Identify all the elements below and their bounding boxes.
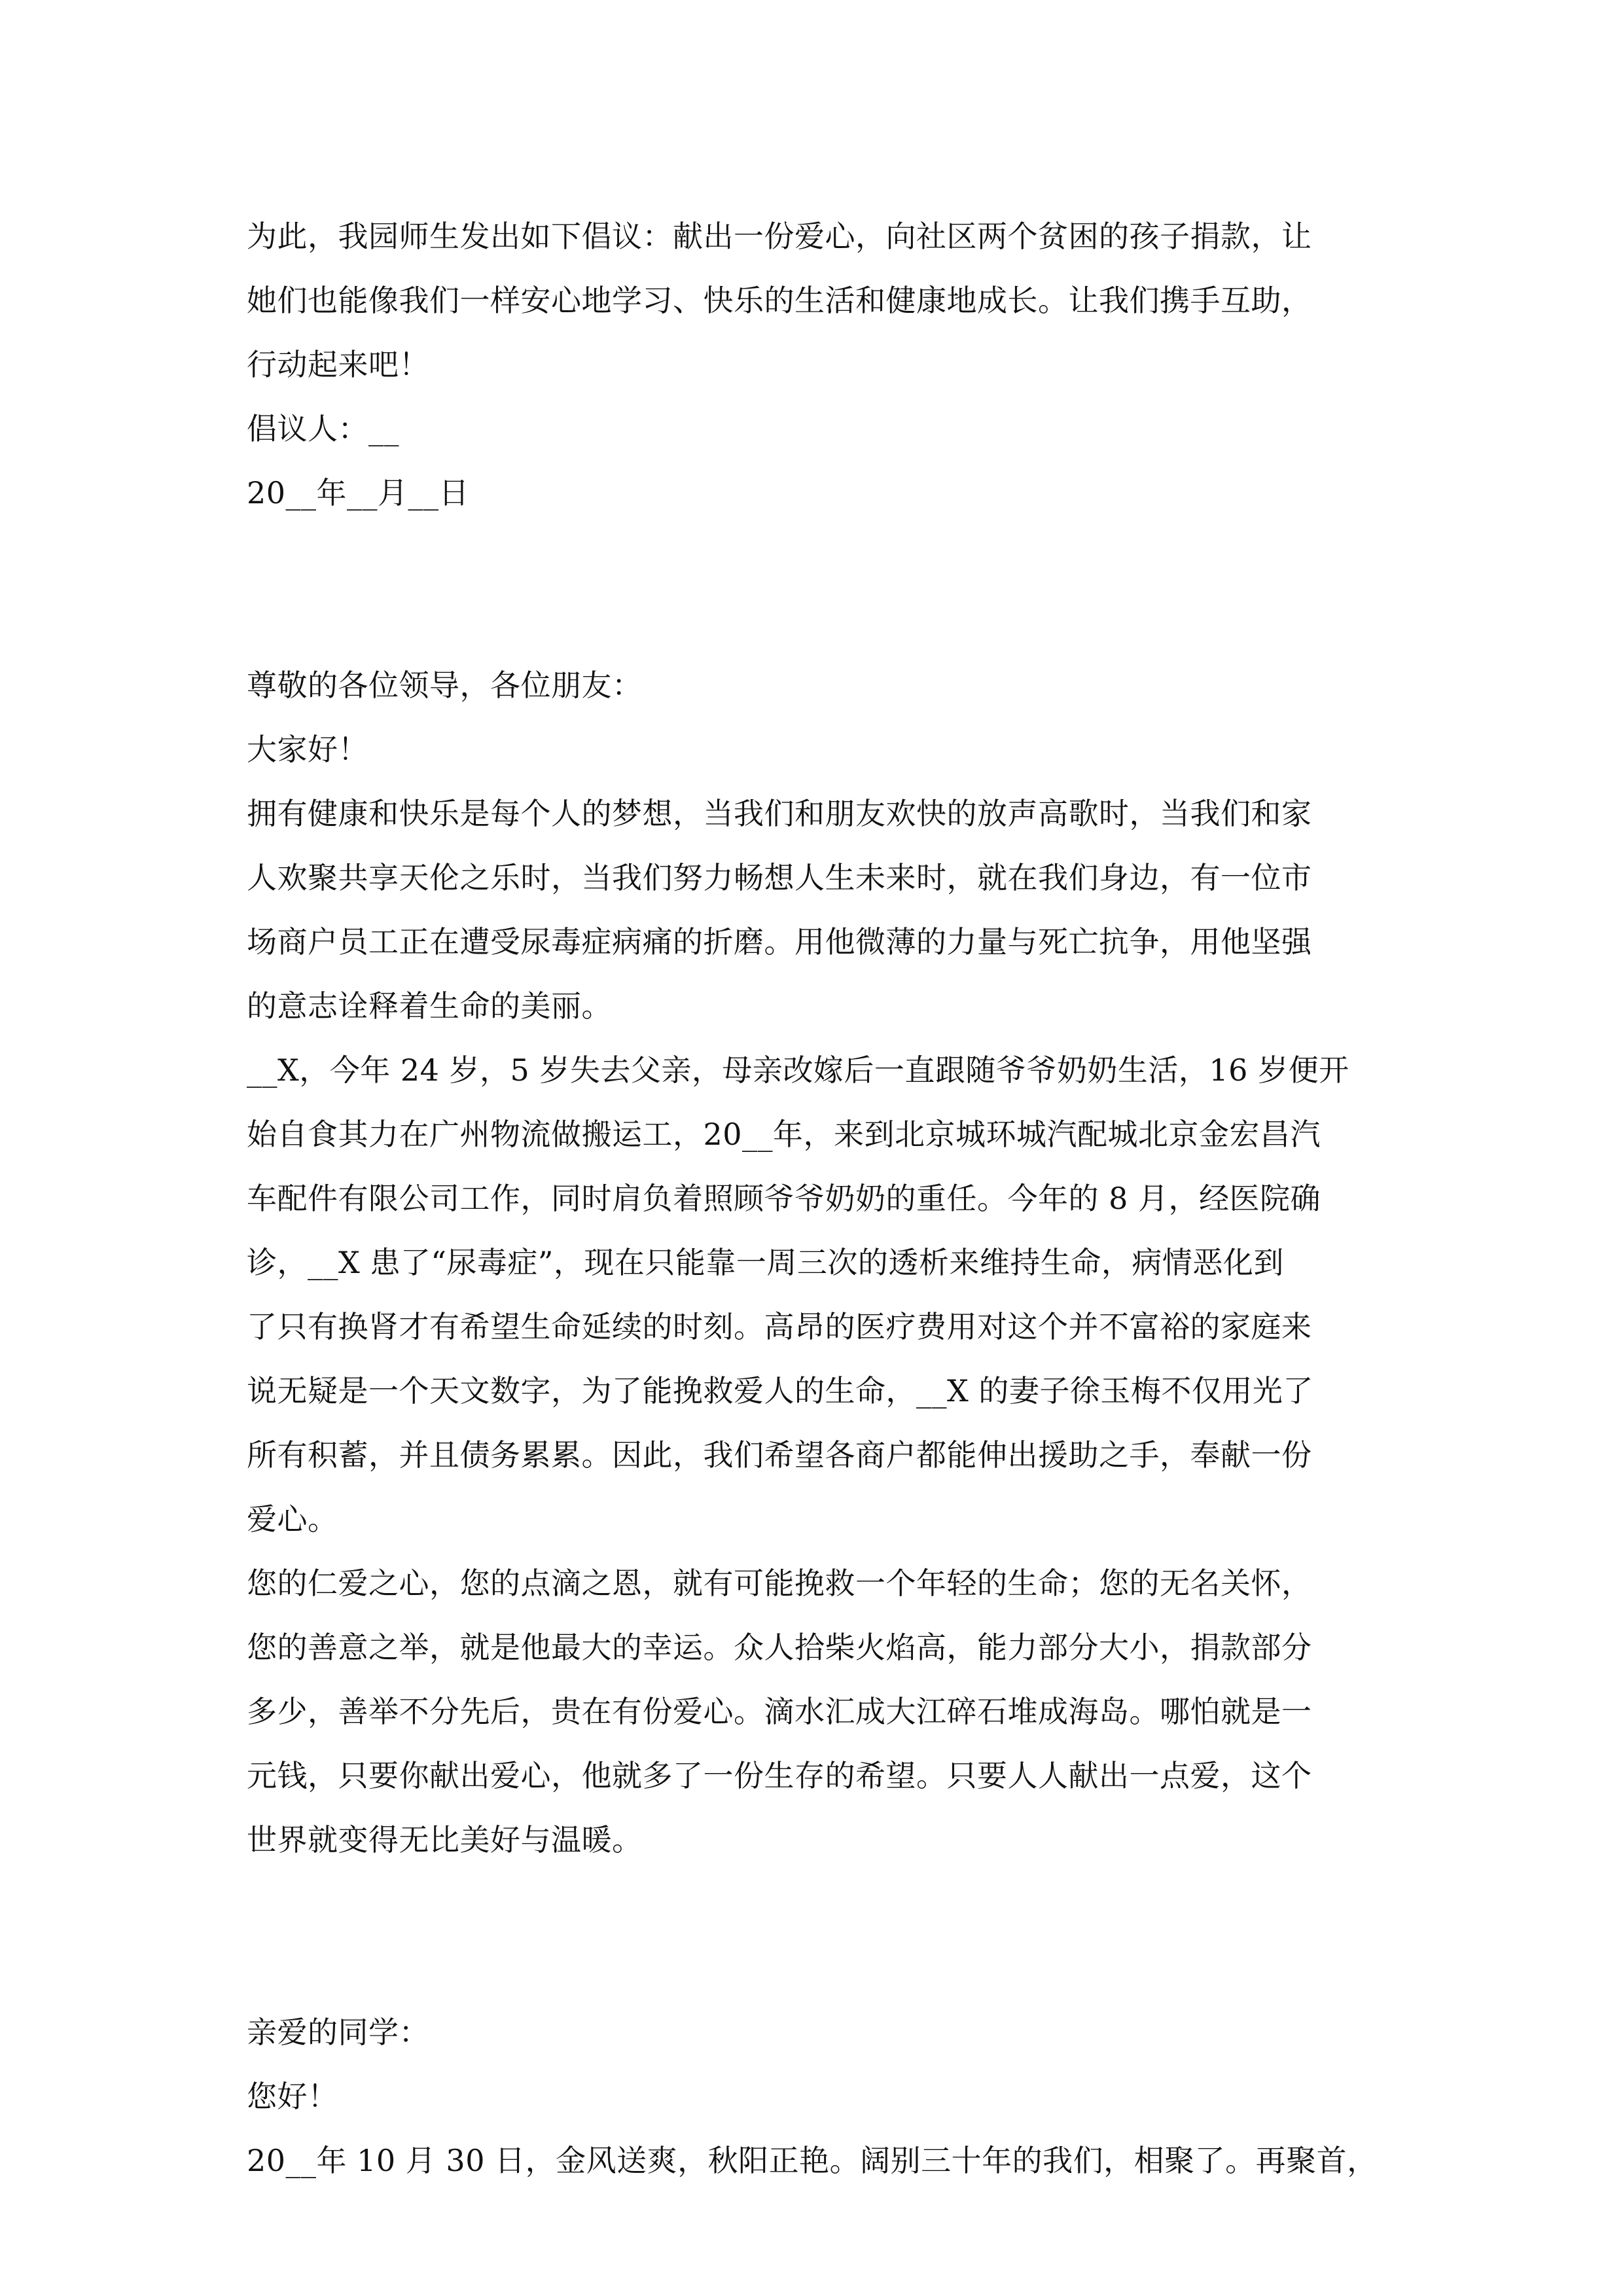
letter-greeting: 尊敬的各位领导，各位朋友：: [247, 668, 643, 703]
para2-line-5: 了只有换肾才有希望生命延续的时刻。高昂的医疗费用对这个并不富裕的家庭来: [247, 1309, 1312, 1344]
para3-line-2: 您的善意之举，就是他最大的幸运。众人拾柴火焰高，能力部分大小，捐款部分: [247, 1630, 1312, 1665]
para2-line-4: 诊，__X 患了“尿毒症”，现在只能靠一周三次的透析来维持生命，病情恶化到: [247, 1245, 1284, 1280]
classmate-hello: 您好！: [247, 2079, 338, 2114]
para1-line-2: 人欢聚共享天伦之乐时，当我们努力畅想人生未来时，就在我们身边，有一位市: [247, 860, 1312, 895]
para2-line-1: __X，今年 24 岁，5 岁失去父亲，母亲改嫁后一直跟随爷爷奶奶生活，16 岁便开: [247, 1052, 1349, 1088]
para3-line-5: 世界就变得无比美好与温暖。: [247, 1822, 643, 1857]
proposal-line-1: 为此，我园师生发出如下倡议：献出一份爱心，向社区两个贫困的孩子捐款，让: [247, 219, 1312, 254]
para1-line-1: 拥有健康和快乐是每个人的梦想，当我们和朋友欢快的放声高歌时，当我们和家: [247, 796, 1312, 831]
para1-line-4: 的意志诠释着生命的美丽。: [247, 988, 612, 1024]
para3-line-3: 多少，善举不分先后，贵在有份爱心。滴水汇成大江碎石堆成海岛。哪怕就是一: [247, 1694, 1312, 1729]
para2-line-3: 车配件有限公司工作，同时肩负着照顾爷爷奶奶的重任。今年的 8 月，经医院确: [247, 1181, 1321, 1216]
proposal-line-3: 行动起来吧！: [247, 347, 429, 382]
para2-line-2: 始自食其力在广州物流做搬运工，20__年，来到北京城环城汽配城北京金宏昌汽: [247, 1117, 1321, 1152]
section-gap: [247, 1872, 1399, 2000]
document-page: [247, 204, 1399, 2193]
para2-line-7: 所有积蓄，并且债务累累。因此，我们希望各商户都能伸出援助之手，奉献一份: [247, 1437, 1312, 1473]
letter-hello: 大家好！: [247, 732, 368, 767]
para2-line-8: 爱心。: [247, 1501, 338, 1537]
section-gap: [247, 525, 1399, 653]
para3-line-4: 元钱，只要你献出爱心，他就多了一份生存的希望。只要人人献出一点爱，这个: [247, 1758, 1312, 1793]
proposal-date: 20__年__月__日: [247, 475, 470, 511]
para2-line-6: 说无疑是一个天文数字，为了能挽救爱人的生命，__X 的妻子徐玉梅不仅用光了: [247, 1373, 1313, 1408]
classmate-line-1: 20__年 10 月 30 日，金风送爽，秋阳正艳。阔别三十年的我们，相聚了。再聚首，: [247, 2143, 1378, 2178]
para3-line-1: 您的仁爱之心，您的点滴之恩，就有可能挽救一个年轻的生命；您的无名关怀，: [247, 1566, 1312, 1601]
para1-line-3: 场商户员工正在遭受尿毒症病痛的折磨。用他微薄的力量与死亡抗争，用他坚强: [247, 924, 1312, 960]
classmate-greeting: 亲爱的同学：: [247, 2015, 429, 2050]
proposal-line-2: 她们也能像我们一样安心地学习、快乐的生活和健康地成长。让我们携手互助，: [247, 283, 1312, 318]
proposer-signature: 倡议人：__: [247, 411, 399, 446]
